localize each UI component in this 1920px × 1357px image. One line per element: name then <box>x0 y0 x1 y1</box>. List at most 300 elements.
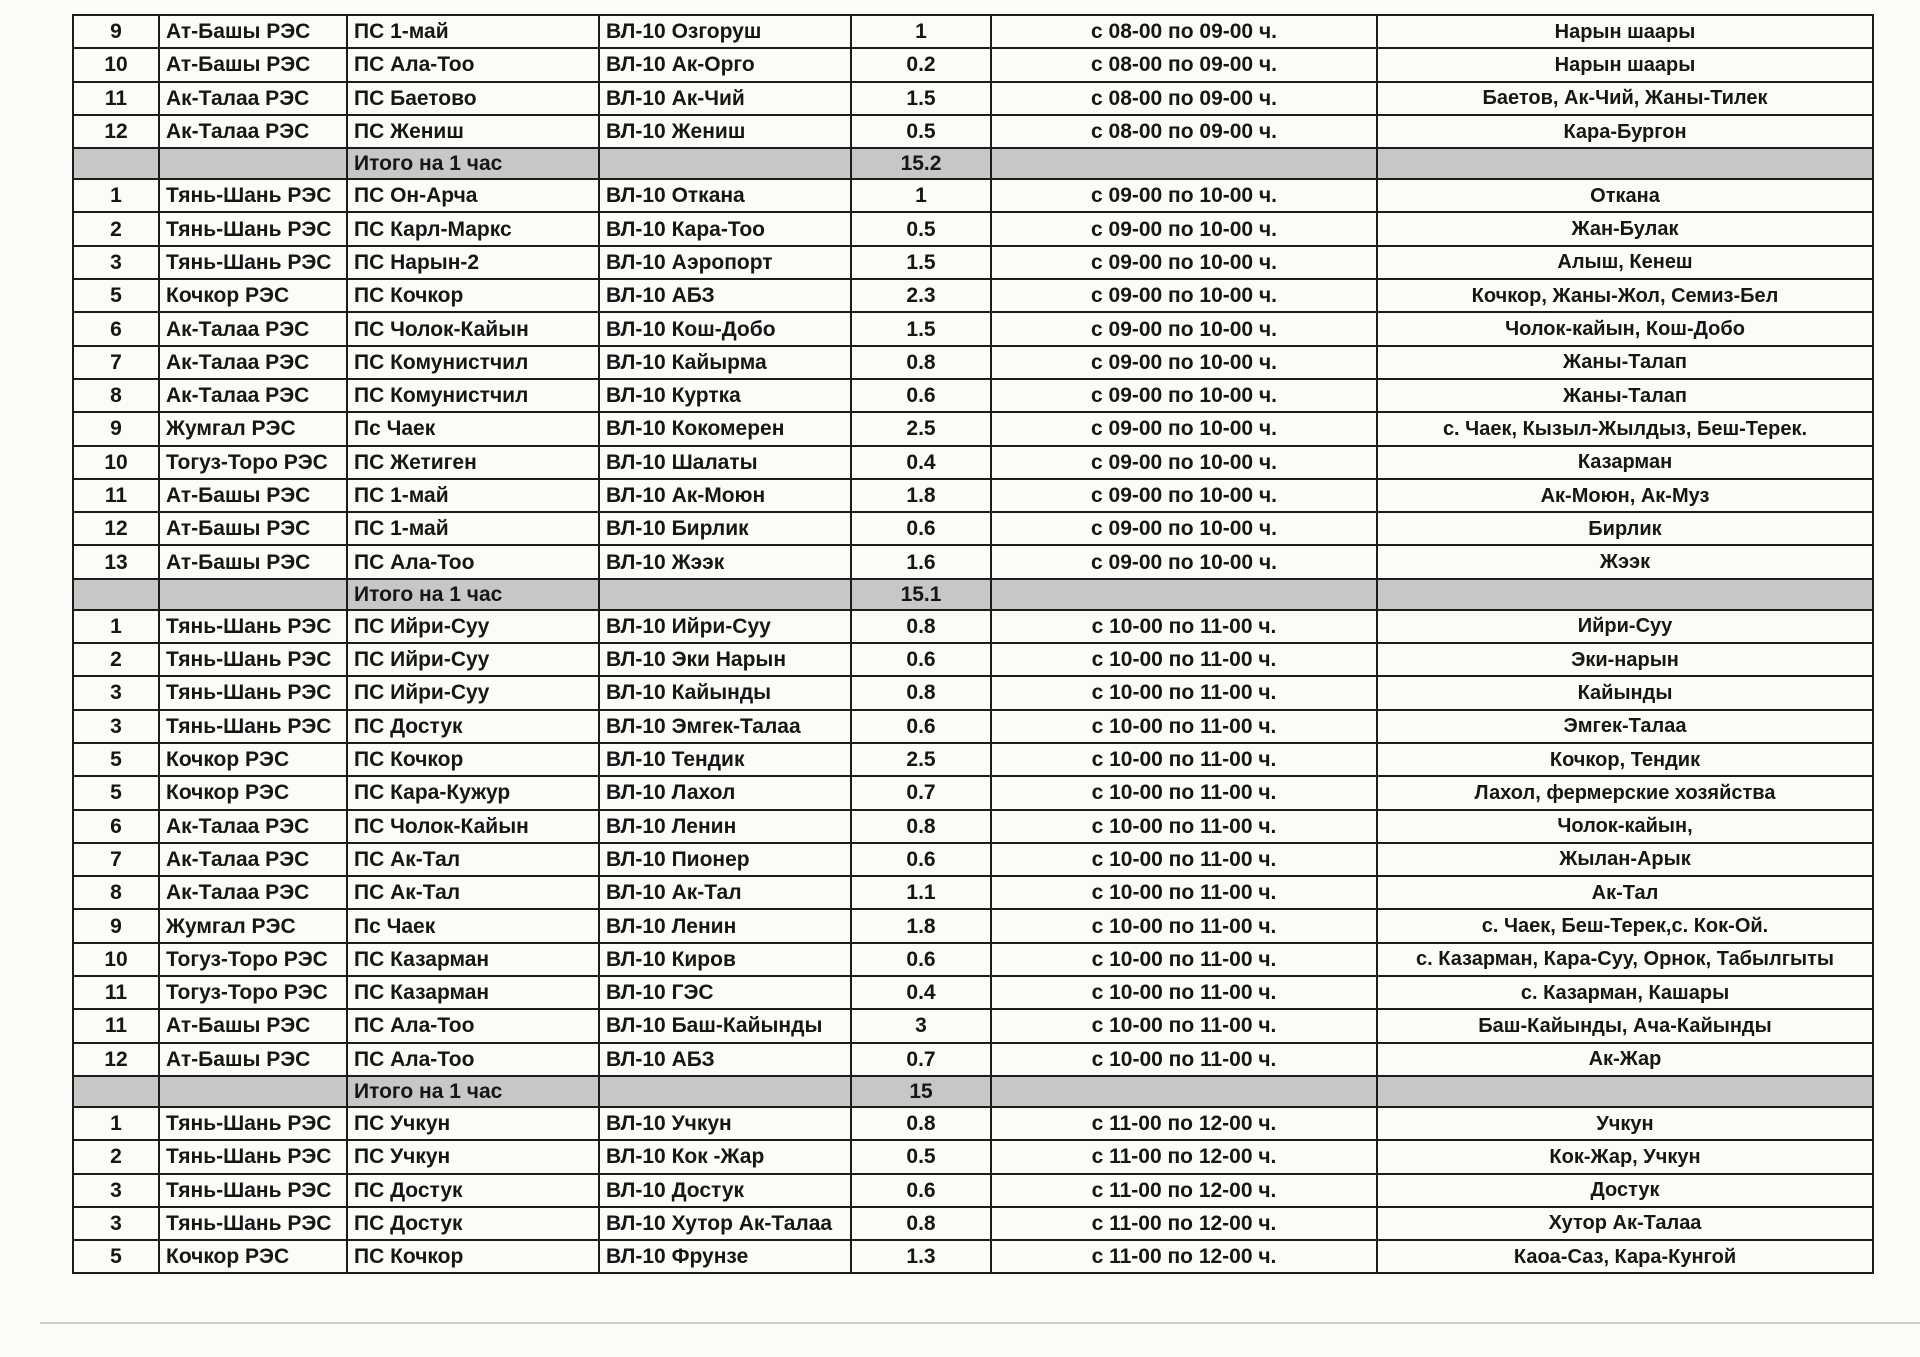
substation-name: ПС Комунистчил <box>347 346 599 379</box>
district-name: Тогуз-Торо РЭС <box>159 943 347 976</box>
load-value: 0.8 <box>851 1207 991 1240</box>
line-name: ВЛ-10 Кайырма <box>599 346 851 379</box>
time-window: с 08-00 по 09-00 ч. <box>991 115 1377 148</box>
time-window: с 10-00 по 11-00 ч. <box>991 810 1377 843</box>
line-name: ВЛ-10 Баш-Кайынды <box>599 1009 851 1042</box>
time-window: с 09-00 по 10-00 ч. <box>991 246 1377 279</box>
load-value: 0.5 <box>851 212 991 245</box>
district-name: Тянь-Шань РЭС <box>159 1107 347 1140</box>
district-name: Тянь-Шань РЭС <box>159 1174 347 1207</box>
line-name: ВЛ-10 Ак-Моюн <box>599 479 851 512</box>
district-name: Ат-Башы РЭС <box>159 512 347 545</box>
settlements: Учкун <box>1377 1107 1873 1140</box>
substation-name: ПС Учкун <box>347 1140 599 1173</box>
row-number: 10 <box>73 48 159 81</box>
district-name: Тянь-Шань РЭС <box>159 1207 347 1240</box>
district-name: Ак-Талаа РЭС <box>159 843 347 876</box>
district-name: Тянь-Шань РЭС <box>159 179 347 212</box>
line-name: ВЛ-10 Жениш <box>599 115 851 148</box>
settlements: с. Чаек, Кызыл-Жылдыз, Беш-Терек. <box>1377 412 1873 445</box>
settlements: Баетов, Ак-Чий, Жаны-Тилек <box>1377 82 1873 115</box>
line-name: ВЛ-10 Куртка <box>599 379 851 412</box>
time-window: с 10-00 по 11-00 ч. <box>991 876 1377 909</box>
subtotal-value: 15.1 <box>851 579 991 610</box>
time-window: с 10-00 по 11-00 ч. <box>991 776 1377 809</box>
settlements: Каоа-Саз, Кара-Кунгой <box>1377 1240 1873 1273</box>
substation-name: ПС Баетово <box>347 82 599 115</box>
settlements: Жылан-Арык <box>1377 843 1873 876</box>
load-value: 1 <box>851 179 991 212</box>
settlements: Баш-Кайынды, Ача-Кайынды <box>1377 1009 1873 1042</box>
row-number: 1 <box>73 610 159 643</box>
load-value: 0.8 <box>851 676 991 709</box>
district-name: Ат-Башы РЭС <box>159 479 347 512</box>
time-window: с 10-00 по 11-00 ч. <box>991 976 1377 1009</box>
settlements: Нарын шаары <box>1377 15 1873 48</box>
settlements: Эки-нарын <box>1377 643 1873 676</box>
time-window: с 08-00 по 09-00 ч. <box>991 82 1377 115</box>
settlements: Жаны-Талап <box>1377 379 1873 412</box>
line-name: ВЛ-10 Ак-Орго <box>599 48 851 81</box>
district-name: Ак-Талаа РЭС <box>159 346 347 379</box>
district-name: Ак-Талаа РЭС <box>159 115 347 148</box>
page-edge <box>40 1322 1920 1324</box>
row-number: 2 <box>73 1140 159 1173</box>
subtotal-empty <box>1377 579 1873 610</box>
time-window: с 10-00 по 11-00 ч. <box>991 710 1377 743</box>
substation-name: ПС Учкун <box>347 1107 599 1140</box>
table-row <box>73 1207 1873 1240</box>
table-row <box>73 15 1873 48</box>
district-name: Ат-Башы РЭС <box>159 545 347 578</box>
settlements: Кок-Жар, Учкун <box>1377 1140 1873 1173</box>
substation-name: Пс Чаек <box>347 412 599 445</box>
table-row <box>73 82 1873 115</box>
load-value: 0.5 <box>851 1140 991 1173</box>
table-row <box>73 412 1873 445</box>
time-window: с 08-00 по 09-00 ч. <box>991 48 1377 81</box>
table-row <box>73 976 1873 1009</box>
load-value: 2.3 <box>851 279 991 312</box>
time-window: с 10-00 по 11-00 ч. <box>991 943 1377 976</box>
row-number: 3 <box>73 246 159 279</box>
district-name: Тянь-Шань РЭС <box>159 676 347 709</box>
schedule-table <box>72 14 1874 1274</box>
subtotal-empty <box>159 148 347 179</box>
load-value: 3 <box>851 1009 991 1042</box>
settlements: Жээк <box>1377 545 1873 578</box>
load-value: 0.6 <box>851 643 991 676</box>
row-number: 12 <box>73 115 159 148</box>
table-row <box>73 876 1873 909</box>
line-name: ВЛ-10 Кайынды <box>599 676 851 709</box>
substation-name: ПС Ийри-Суу <box>347 610 599 643</box>
time-window: с 10-00 по 11-00 ч. <box>991 1043 1377 1076</box>
table-row <box>73 48 1873 81</box>
table-row <box>73 776 1873 809</box>
row-number: 6 <box>73 312 159 345</box>
subtotal-empty <box>159 1076 347 1107</box>
district-name: Кочкор РЭС <box>159 279 347 312</box>
table-row <box>73 379 1873 412</box>
settlements: Жаны-Талап <box>1377 346 1873 379</box>
substation-name: ПС Ала-Тоо <box>347 1009 599 1042</box>
settlements: Чолок-кайын, <box>1377 810 1873 843</box>
subtotal-empty <box>159 579 347 610</box>
substation-name: ПС Кочкор <box>347 279 599 312</box>
time-window: с 09-00 по 10-00 ч. <box>991 212 1377 245</box>
district-name: Кочкор РЭС <box>159 1240 347 1273</box>
substation-name: ПС Достук <box>347 710 599 743</box>
row-number: 3 <box>73 1174 159 1207</box>
load-value: 0.6 <box>851 1174 991 1207</box>
load-value: 1.3 <box>851 1240 991 1273</box>
row-number: 5 <box>73 743 159 776</box>
settlements: Нарын шаары <box>1377 48 1873 81</box>
schedule-body <box>73 15 1873 1273</box>
substation-name: ПС Достук <box>347 1207 599 1240</box>
substation-name: ПС Жетиген <box>347 446 599 479</box>
time-window: с 09-00 по 10-00 ч. <box>991 346 1377 379</box>
district-name: Жумгал РЭС <box>159 412 347 445</box>
district-name: Тянь-Шань РЭС <box>159 710 347 743</box>
table-row <box>73 909 1873 942</box>
row-number: 9 <box>73 15 159 48</box>
table-row <box>73 810 1873 843</box>
line-name: ВЛ-10 Кок -Жар <box>599 1140 851 1173</box>
row-number: 9 <box>73 909 159 942</box>
line-name: ВЛ-10 Достук <box>599 1174 851 1207</box>
load-value: 2.5 <box>851 412 991 445</box>
table-row <box>73 346 1873 379</box>
subtotal-empty <box>599 1076 851 1107</box>
district-name: Тогуз-Торо РЭС <box>159 976 347 1009</box>
substation-name: ПС Казарман <box>347 943 599 976</box>
district-name: Ак-Талаа РЭС <box>159 810 347 843</box>
substation-name: ПС 1-май <box>347 15 599 48</box>
substation-name: ПС Ийри-Суу <box>347 676 599 709</box>
settlements: Эмгек-Талаа <box>1377 710 1873 743</box>
load-value: 0.6 <box>851 512 991 545</box>
substation-name: ПС Ала-Тоо <box>347 545 599 578</box>
time-window: с 09-00 по 10-00 ч. <box>991 279 1377 312</box>
line-name: ВЛ-10 ГЭС <box>599 976 851 1009</box>
line-name: ВЛ-10 Жээк <box>599 545 851 578</box>
settlements: Кочкор, Тендик <box>1377 743 1873 776</box>
table-row <box>73 643 1873 676</box>
subtotal-label: Итого на 1 час <box>347 1076 599 1107</box>
row-number: 7 <box>73 346 159 379</box>
subtotal-empty <box>599 579 851 610</box>
subtotal-empty <box>1377 148 1873 179</box>
table-row <box>73 610 1873 643</box>
table-row <box>73 512 1873 545</box>
row-number: 10 <box>73 446 159 479</box>
substation-name: ПС 1-май <box>347 479 599 512</box>
line-name: ВЛ-10 Ийри-Суу <box>599 610 851 643</box>
row-number: 7 <box>73 843 159 876</box>
substation-name: ПС Кочкор <box>347 743 599 776</box>
substation-name: ПС Карл-Маркс <box>347 212 599 245</box>
settlements: Чолок-кайын, Кош-Добо <box>1377 312 1873 345</box>
line-name: ВЛ-10 АБЗ <box>599 1043 851 1076</box>
district-name: Тянь-Шань РЭС <box>159 1140 347 1173</box>
table-row <box>73 1107 1873 1140</box>
load-value: 0.7 <box>851 1043 991 1076</box>
load-value: 1.8 <box>851 909 991 942</box>
settlements: Откана <box>1377 179 1873 212</box>
substation-name: ПС 1-май <box>347 512 599 545</box>
line-name: ВЛ-10 Эмгек-Талаа <box>599 710 851 743</box>
time-window: с 10-00 по 11-00 ч. <box>991 643 1377 676</box>
line-name: ВЛ-10 Тендик <box>599 743 851 776</box>
settlements: Кайынды <box>1377 676 1873 709</box>
settlements: Кара-Бургон <box>1377 115 1873 148</box>
table-row <box>73 943 1873 976</box>
time-window: с 10-00 по 11-00 ч. <box>991 1009 1377 1042</box>
time-window: с 08-00 по 09-00 ч. <box>991 15 1377 48</box>
line-name: ВЛ-10 Ленин <box>599 909 851 942</box>
load-value: 0.6 <box>851 379 991 412</box>
line-name: ВЛ-10 Откана <box>599 179 851 212</box>
settlements: Лахол, фермерские хозяйства <box>1377 776 1873 809</box>
table-row <box>73 279 1873 312</box>
row-number: 12 <box>73 1043 159 1076</box>
district-name: Ат-Башы РЭС <box>159 48 347 81</box>
load-value: 1 <box>851 15 991 48</box>
district-name: Тянь-Шань РЭС <box>159 246 347 279</box>
row-number: 11 <box>73 82 159 115</box>
load-value: 0.8 <box>851 810 991 843</box>
line-name: ВЛ-10 Ленин <box>599 810 851 843</box>
load-value: 0.6 <box>851 843 991 876</box>
time-window: с 11-00 по 12-00 ч. <box>991 1174 1377 1207</box>
load-value: 0.4 <box>851 976 991 1009</box>
district-name: Тянь-Шань РЭС <box>159 610 347 643</box>
subtotal-empty <box>1377 1076 1873 1107</box>
settlements: Бирлик <box>1377 512 1873 545</box>
settlements: Хутор Ак-Талаа <box>1377 1207 1873 1240</box>
time-window: с 10-00 по 11-00 ч. <box>991 743 1377 776</box>
table-row <box>73 676 1873 709</box>
subtotal-empty <box>991 579 1377 610</box>
substation-name: ПС Казарман <box>347 976 599 1009</box>
substation-name: ПС Жениш <box>347 115 599 148</box>
row-number: 13 <box>73 545 159 578</box>
load-value: 0.2 <box>851 48 991 81</box>
subtotal-empty <box>599 148 851 179</box>
district-name: Кочкор РЭС <box>159 776 347 809</box>
substation-name: ПС Ак-Тал <box>347 843 599 876</box>
line-name: ВЛ-10 Ак-Тал <box>599 876 851 909</box>
settlements: Алыш, Кенеш <box>1377 246 1873 279</box>
row-number: 2 <box>73 643 159 676</box>
line-name: ВЛ-10 Лахол <box>599 776 851 809</box>
load-value: 0.4 <box>851 446 991 479</box>
load-value: 0.8 <box>851 1107 991 1140</box>
subtotal-label: Итого на 1 час <box>347 579 599 610</box>
table-row <box>73 212 1873 245</box>
table-row <box>73 1174 1873 1207</box>
district-name: Ат-Башы РЭС <box>159 15 347 48</box>
table-row <box>73 479 1873 512</box>
line-name: ВЛ-10 Кокомерен <box>599 412 851 445</box>
row-number: 3 <box>73 710 159 743</box>
row-number: 9 <box>73 412 159 445</box>
time-window: с 11-00 по 12-00 ч. <box>991 1207 1377 1240</box>
settlements: Жан-Булак <box>1377 212 1873 245</box>
line-name: ВЛ-10 Учкун <box>599 1107 851 1140</box>
time-window: с 09-00 по 10-00 ч. <box>991 446 1377 479</box>
subtotal-empty <box>73 148 159 179</box>
load-value: 0.6 <box>851 943 991 976</box>
row-number: 12 <box>73 512 159 545</box>
settlements: Ак-Моюн, Ак-Муз <box>1377 479 1873 512</box>
subtotal-empty <box>73 1076 159 1107</box>
load-value: 0.8 <box>851 346 991 379</box>
district-name: Жумгал РЭС <box>159 909 347 942</box>
outage-schedule <box>72 14 1872 1274</box>
table-row <box>73 115 1873 148</box>
settlements: с. Казарман, Кашары <box>1377 976 1873 1009</box>
table-row <box>73 710 1873 743</box>
district-name: Тогуз-Торо РЭС <box>159 446 347 479</box>
time-window: с 10-00 по 11-00 ч. <box>991 909 1377 942</box>
table-row <box>73 1043 1873 1076</box>
load-value: 2.5 <box>851 743 991 776</box>
load-value: 1.5 <box>851 312 991 345</box>
load-value: 1.5 <box>851 82 991 115</box>
district-name: Ак-Талаа РЭС <box>159 876 347 909</box>
row-number: 11 <box>73 976 159 1009</box>
substation-name: ПС Ак-Тал <box>347 876 599 909</box>
settlements: Ак-Жар <box>1377 1043 1873 1076</box>
time-window: с 11-00 по 12-00 ч. <box>991 1240 1377 1273</box>
table-row <box>73 179 1873 212</box>
row-number: 3 <box>73 676 159 709</box>
row-number: 8 <box>73 379 159 412</box>
load-value: 1.6 <box>851 545 991 578</box>
time-window: с 09-00 по 10-00 ч. <box>991 179 1377 212</box>
time-window: с 10-00 по 11-00 ч. <box>991 676 1377 709</box>
row-number: 5 <box>73 279 159 312</box>
table-row <box>73 446 1873 479</box>
load-value: 0.7 <box>851 776 991 809</box>
line-name: ВЛ-10 Аэропорт <box>599 246 851 279</box>
time-window: с 11-00 по 12-00 ч. <box>991 1140 1377 1173</box>
district-name: Ат-Башы РЭС <box>159 1043 347 1076</box>
time-window: с 10-00 по 11-00 ч. <box>991 610 1377 643</box>
subtotal-empty <box>73 579 159 610</box>
district-name: Ат-Башы РЭС <box>159 1009 347 1042</box>
substation-name: Пс Чаек <box>347 909 599 942</box>
district-name: Ак-Талаа РЭС <box>159 379 347 412</box>
table-row <box>73 312 1873 345</box>
substation-name: ПС Чолок-Кайын <box>347 312 599 345</box>
substation-name: ПС Кочкор <box>347 1240 599 1273</box>
line-name: ВЛ-10 Озгоруш <box>599 15 851 48</box>
substation-name: ПС Комунистчил <box>347 379 599 412</box>
substation-name: ПС Ала-Тоо <box>347 1043 599 1076</box>
settlements: Достук <box>1377 1174 1873 1207</box>
row-number: 11 <box>73 1009 159 1042</box>
time-window: с 09-00 по 10-00 ч. <box>991 512 1377 545</box>
load-value: 1.1 <box>851 876 991 909</box>
time-window: с 09-00 по 10-00 ч. <box>991 545 1377 578</box>
time-window: с 09-00 по 10-00 ч. <box>991 379 1377 412</box>
subtotal-empty <box>991 148 1377 179</box>
settlements: Кочкор, Жаны-Жол, Семиз-Бел <box>1377 279 1873 312</box>
time-window: с 09-00 по 10-00 ч. <box>991 412 1377 445</box>
subtotal-row <box>73 148 1873 179</box>
row-number: 2 <box>73 212 159 245</box>
settlements: Казарман <box>1377 446 1873 479</box>
line-name: ВЛ-10 Ак-Чий <box>599 82 851 115</box>
row-number: 10 <box>73 943 159 976</box>
time-window: с 11-00 по 12-00 ч. <box>991 1107 1377 1140</box>
district-name: Тянь-Шань РЭС <box>159 212 347 245</box>
subtotal-empty <box>991 1076 1377 1107</box>
load-value: 0.8 <box>851 610 991 643</box>
table-row <box>73 1140 1873 1173</box>
table-row <box>73 1240 1873 1273</box>
row-number: 11 <box>73 479 159 512</box>
load-value: 0.5 <box>851 115 991 148</box>
table-row <box>73 1009 1873 1042</box>
line-name: ВЛ-10 Эки Нарын <box>599 643 851 676</box>
line-name: ВЛ-10 Кош-Добо <box>599 312 851 345</box>
settlements: Ак-Тал <box>1377 876 1873 909</box>
row-number: 3 <box>73 1207 159 1240</box>
table-row <box>73 246 1873 279</box>
line-name: ВЛ-10 Киров <box>599 943 851 976</box>
subtotal-value: 15 <box>851 1076 991 1107</box>
row-number: 8 <box>73 876 159 909</box>
district-name: Ак-Талаа РЭС <box>159 312 347 345</box>
substation-name: ПС Ала-Тоо <box>347 48 599 81</box>
load-value: 0.6 <box>851 710 991 743</box>
substation-name: ПС Нарын-2 <box>347 246 599 279</box>
row-number: 1 <box>73 1107 159 1140</box>
subtotal-row <box>73 1076 1873 1107</box>
substation-name: ПС Он-Арча <box>347 179 599 212</box>
time-window: с 09-00 по 10-00 ч. <box>991 479 1377 512</box>
settlements: с. Чаек, Беш-Терек,с. Кок-Ой. <box>1377 909 1873 942</box>
row-number: 5 <box>73 1240 159 1273</box>
line-name: ВЛ-10 Фрунзе <box>599 1240 851 1273</box>
table-row <box>73 843 1873 876</box>
line-name: ВЛ-10 Хутор Ак-Талаа <box>599 1207 851 1240</box>
subtotal-row <box>73 579 1873 610</box>
district-name: Кочкор РЭС <box>159 743 347 776</box>
row-number: 1 <box>73 179 159 212</box>
time-window: с 10-00 по 11-00 ч. <box>991 843 1377 876</box>
row-number: 5 <box>73 776 159 809</box>
time-window: с 09-00 по 10-00 ч. <box>991 312 1377 345</box>
district-name: Ак-Талаа РЭС <box>159 82 347 115</box>
subtotal-value: 15.2 <box>851 148 991 179</box>
load-value: 1.8 <box>851 479 991 512</box>
subtotal-label: Итого на 1 час <box>347 148 599 179</box>
settlements: с. Казарман, Кара-Суу, Орнок, Табылгыты <box>1377 943 1873 976</box>
line-name: ВЛ-10 Кара-Тоо <box>599 212 851 245</box>
row-number: 6 <box>73 810 159 843</box>
line-name: ВЛ-10 АБЗ <box>599 279 851 312</box>
substation-name: ПС Чолок-Кайын <box>347 810 599 843</box>
table-row <box>73 743 1873 776</box>
line-name: ВЛ-10 Шалаты <box>599 446 851 479</box>
substation-name: ПС Кара-Кужур <box>347 776 599 809</box>
